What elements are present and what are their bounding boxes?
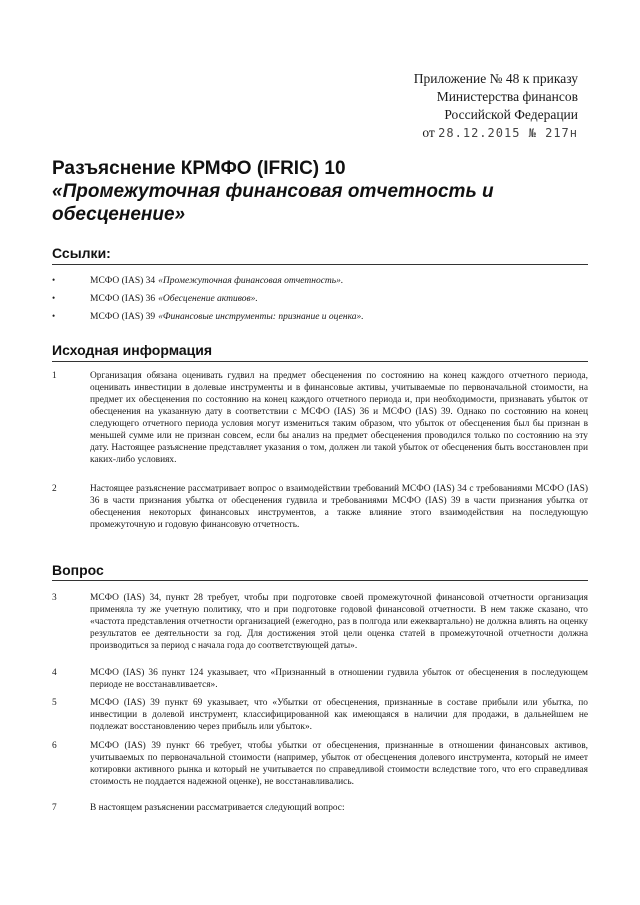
order-appendix-header [414,70,578,142]
paragraph [52,697,588,733]
section-divider [52,264,588,265]
paragraph-text: Настоящее разъяснение рассматривает вопрос о взаимодействии требований МСФО (IAS) 34 с требованиями МСФО (IAS) 36 в части признания убытка от обесценения гудвила и требованиями МСФО (IAS) 39 в части признания убытка от обесценения некоторых финансовых инструментов, а также влияние этого взаимодействия на последующую промежуточную и годовую финансовую отчетность. [90,484,588,530]
references-list [52,275,572,329]
reference-standard: МСФО (IAS) 34 [90,276,156,286]
paragraph-text: Организация обязана оценивать гудвил на предмет обесценения по состоянию на конец каждого отчетного периода, оценивать инвестиции в долевые инструменты и в финансовые активы, учитываемые по первоначальной стоимости, на предмет их обесценения по состоянию на конец каждого отчетного периода и, при необходимости, признавать убыток от обесценения на указанную дату в соответствии с МСФО (IAS) 36 и МСФО (IAS) 39. Однако по состоянию на конец следующего отчетного периода условия могут измениться таким образом, что убыток от обесценения был бы признан в меньшей сумме или не признан совсем, если бы анализ на предмет обесценения проводился только по состоянию на эту дату. Настоящее разъяснение представляет указания о том, должен ли такой убыток от обесценения быть восстановлен при каких-либо условиях. [90,371,588,465]
bullet: • [52,275,56,285]
reference-title: «Промежуточная финансовая отчетность». [158,276,344,286]
paragraph [52,802,588,814]
section-divider [52,361,588,362]
paragraph-number: 7 [52,803,57,813]
reference-standard: МСФО (IAS) 39 [90,312,156,322]
paragraph-text: МСФО (IAS) 39 пункт 69 указывает, что «Убытки от обесценения, признанные в составе прибыли или убытка, по инвестиции в долевой инструмент, классифицированной как имеющаяся в наличии для продажи, в дальнейшем не подлежат восстановлению через прибыль или убыток». [90,698,588,732]
reference-standard: МСФО (IAS) 36 [90,294,156,304]
reference-item [52,293,572,311]
paragraph [52,667,588,691]
bullet: • [52,311,56,321]
order-date-line [414,124,578,142]
background-heading: Исходная информация [52,342,213,358]
paragraph-text: МСФО (IAS) 34, пункт 28 требует, чтобы при подготовке своей промежуточной финансовой отчетности организация применяла ту же учетную политику, что и при подготовке годовой финансовой отчетности. В нем также сказано, что «частота представления отчетности организацией (ежегодно, раз в полгода или ежеквартально) не должна влиять на оценку результатов ее деятельности за год. Для достижения этой цели оценка статей в промежуточной отчетности должна производиться за период с начала года до соответствующей даты». [90,593,588,651]
title-line-2: «Промежуточная финансовая отчетность и [52,181,494,202]
references-heading: Ссылки: [52,245,111,261]
appendix-line: Приложение № 48 к приказу [413,71,578,86]
paragraph [52,370,588,466]
paragraph-text: МСФО (IAS) 39 пункт 66 требует, чтобы убытки от обесценения, признанные в отношении финансовых активов, учитываемых по первоначальной стоимости (например, убыток от обесценения долевого инструмента, который не имеет котировки активного рынка и который не учитывается по справедливой стоимости вследствие того, что его справедливая стоимость не поддается надежной оценке), не восстанавливались. [90,741,588,787]
federation-line: Российской Федерации [444,107,578,122]
ministry-line: Министерства финансов [436,89,578,104]
order-date-number: 28.12.2015 № 217н [438,126,578,140]
paragraph-number: 6 [52,741,57,751]
reference-title: «Финансовые инструменты: признание и оценка». [158,312,364,322]
paragraph-number: 4 [52,668,57,678]
issue-heading: Вопрос [52,562,104,578]
paragraph [52,592,588,652]
date-prefix: от [422,125,435,140]
paragraph-number: 1 [52,371,57,381]
paragraph [52,483,588,531]
document-title [52,157,592,226]
paragraph-text: В настоящем разъяснении рассматривается следующий вопрос: [90,803,345,813]
paragraph-number: 3 [52,593,57,603]
title-line-1: Разъяснение КРМФО (IFRIC) 10 [52,158,346,179]
paragraph-number: 5 [52,698,57,708]
bullet: • [52,293,56,303]
reference-title: «Обесценение активов». [158,294,258,304]
title-line-3: обесценение» [52,204,186,225]
section-divider [52,580,588,581]
paragraph-number: 2 [52,484,57,494]
paragraph-text: МСФО (IAS) 36 пункт 124 указывает, что «Признанный в отношении гудвила убыток от обесценения в последующем периоде не восстанавливается». [90,668,588,690]
reference-item [52,311,572,329]
paragraph [52,740,588,788]
reference-item [52,275,572,293]
